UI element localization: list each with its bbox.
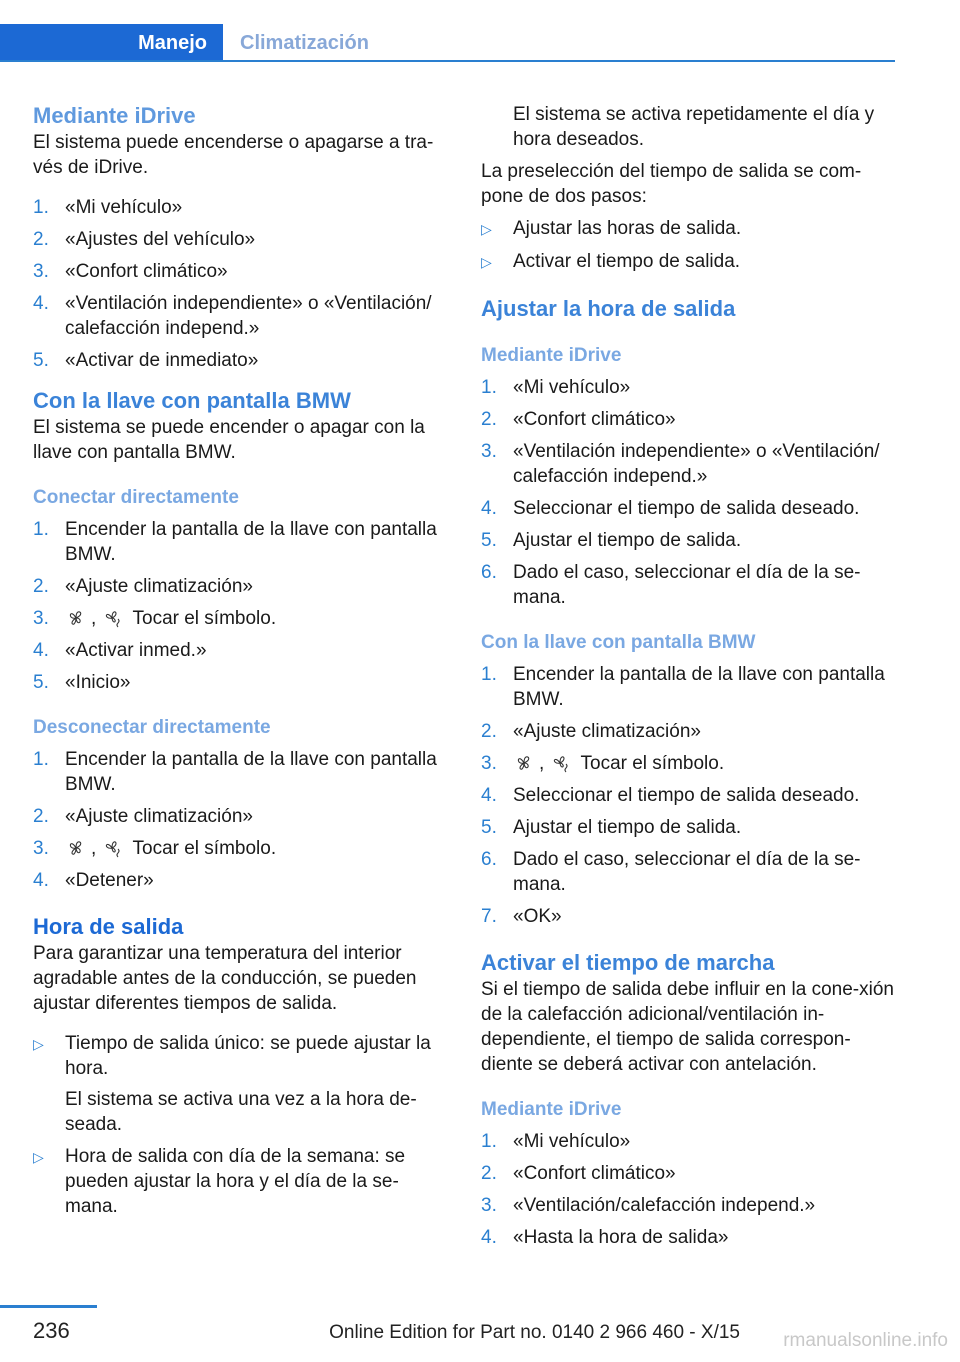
list-item: 6. Dado el caso, seleccionar el día de la se-mana. xyxy=(481,562,861,608)
fan-heat-icon xyxy=(552,753,570,773)
list-item: 4. Seleccionar el tiempo de salida deseado. xyxy=(481,498,860,519)
paragraph: El sistema se activa repetidamente el día y hora deseados. xyxy=(513,104,875,150)
heading-activar-tiempo: Activar el tiempo de marcha xyxy=(481,950,775,975)
triangle-bullet-icon: ▷ xyxy=(481,221,492,237)
triangle-bullet-icon: ▷ xyxy=(481,254,492,270)
heading-llave-pantalla: Con la llave con pantalla BMW xyxy=(33,388,351,413)
paragraph: Si el tiempo de salida debe influir en la cone-xión de la calefacción adicional/ventilación in-dependiente, el tiempo de salida correspon-diente se deberá activar con antelación. xyxy=(481,979,894,1075)
list-item: 4. «Hasta la hora de salida» xyxy=(481,1227,729,1248)
list-item: 3. , Tocar el símbolo. xyxy=(33,838,277,859)
list-idrive xyxy=(481,375,901,610)
list-conectar xyxy=(33,517,451,695)
fan-icon xyxy=(67,608,85,628)
heading-llave-pantalla: Con la llave con pantalla BMW xyxy=(481,632,756,653)
list-item: 2. «Ajuste climatización» xyxy=(481,721,701,742)
list-item: 1. Encender la pantalla de la llave con pantalla BMW. xyxy=(33,519,437,565)
list-item: 5. Ajustar el tiempo de salida. xyxy=(481,817,742,838)
list-item: 4. Seleccionar el tiempo de salida deseado. xyxy=(481,785,860,806)
page-number: 236 xyxy=(33,1318,70,1343)
list-item: 2. «Ajuste climatización» xyxy=(33,576,253,597)
chapter-header xyxy=(0,24,895,62)
list-item: 2. «Confort climático» xyxy=(481,1163,676,1184)
triangle-bullet-icon: ▷ xyxy=(33,1036,44,1052)
list-item: 3. , Tocar el símbolo. xyxy=(33,608,277,629)
list-item: 1. Encender la pantalla de la llave con pantalla BMW. xyxy=(481,664,885,710)
list-idrive xyxy=(33,195,451,373)
footer-rule xyxy=(0,1305,97,1308)
heading-ajustar-hora: Ajustar la hora de salida xyxy=(481,296,736,321)
list-item: ▷ Hora de salida con día de la semana: se pueden ajustar la hora y el día de la se-mana. xyxy=(33,1146,406,1217)
heading-hora-salida: Hora de salida xyxy=(33,914,184,939)
list-item: 4. «Activar inmed.» xyxy=(33,640,207,661)
list-item: 7. «OK» xyxy=(481,906,562,927)
heading-mediante-idrive: Mediante iDrive xyxy=(481,1099,622,1120)
fan-icon xyxy=(67,838,85,858)
heading-conectar: Conectar directamente xyxy=(33,487,239,508)
list-item: 5. «Inicio» xyxy=(33,672,131,693)
list-hora-salida xyxy=(33,1031,451,1219)
list-item: 1. «Mi vehículo» xyxy=(33,197,183,218)
triangle-bullet-icon: ▷ xyxy=(33,1149,44,1165)
fan-icon xyxy=(515,753,533,773)
tab-manejo[interactable]: Manejo xyxy=(0,24,223,62)
list-preseleccion xyxy=(481,216,901,275)
list-item: ▷ Ajustar las horas de salida. xyxy=(481,216,901,242)
list-item: 6. Dado el caso, seleccionar el día de la se-mana. xyxy=(481,849,861,895)
left-column xyxy=(33,102,451,1219)
list-item: 4. «Ventilación independiente» o «Ventilación/ calefacción independ.» xyxy=(33,293,432,339)
paragraph: El sistema puede encenderse o apagarse a tra-vés de iDrive. xyxy=(33,132,434,178)
edition-text: Online Edition for Part no. 0140 2 966 460 - X/15 xyxy=(329,1322,740,1343)
list-item: 1. Encender la pantalla de la llave con pantalla BMW. xyxy=(33,749,437,795)
fan-heat-icon xyxy=(104,838,122,858)
paragraph: Para garantizar una temperatura del interior agradable antes de la conducción, se pueden ajustar diferentes tiempos de salida. xyxy=(33,943,417,1014)
heading-mediante-idrive: Mediante iDrive xyxy=(481,345,622,366)
list-item: 2. «Ajuste climatización» xyxy=(33,806,253,827)
list-llave xyxy=(481,662,901,929)
list-item: 2. «Ajustes del vehículo» xyxy=(33,229,256,250)
list-item: 3. «Ventilación independiente» o «Ventilación/ calefacción independ.» xyxy=(481,441,880,487)
list-item: 3. «Confort climático» xyxy=(33,261,228,282)
list-item: 1. «Mi vehículo» xyxy=(481,1131,631,1152)
list-item: 1. «Mi vehículo» xyxy=(481,377,631,398)
list-idrive-activar xyxy=(481,1129,901,1250)
list-item: 3. «Ventilación/calefacción independ.» xyxy=(481,1195,816,1216)
paragraph: El sistema se puede encender o apagar con la llave con pantalla BMW. xyxy=(33,417,425,463)
list-item: ▷ Tiempo de salida único: se puede ajustar la hora. El sistema se activa una vez a la hora de-seada. xyxy=(33,1033,431,1135)
list-item: 3. , Tocar el símbolo. xyxy=(481,753,725,774)
list-item: ▷ Activar el tiempo de salida. xyxy=(481,249,901,275)
right-column xyxy=(481,102,901,1250)
list-item: 5. Ajustar el tiempo de salida. xyxy=(481,530,742,551)
watermark: rmanualsonline.info xyxy=(783,1330,948,1351)
list-item: 4. «Detener» xyxy=(33,870,154,891)
heading-mediante-idrive: Mediante iDrive xyxy=(33,103,196,128)
header-rule xyxy=(0,60,895,62)
fan-heat-icon xyxy=(104,608,122,628)
heading-desconectar: Desconectar directamente xyxy=(33,717,271,738)
list-item: 2. «Confort climático» xyxy=(481,409,676,430)
list-item: 5. «Activar de inmediato» xyxy=(33,350,259,371)
paragraph: La preselección del tiempo de salida se com-pone de dos pasos: xyxy=(481,161,862,207)
tab-climatizacion[interactable]: Climatización xyxy=(240,31,369,54)
list-desconectar xyxy=(33,747,451,893)
